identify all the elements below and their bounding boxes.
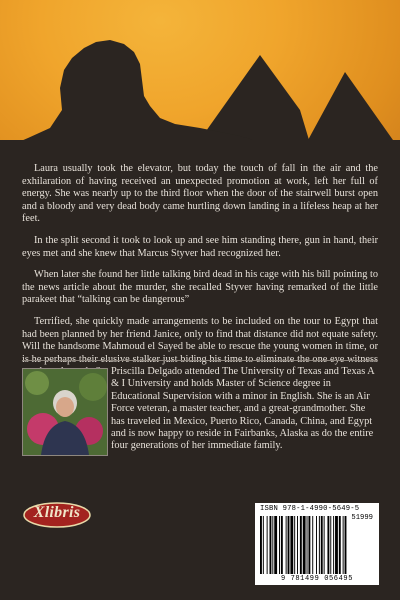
isbn-text: ISBN 978-1-4990-5649-5 (260, 505, 360, 513)
barcode-bar (316, 516, 317, 574)
barcode-bar (308, 516, 310, 574)
barcode-bar (303, 516, 306, 574)
barcode-bar (267, 516, 268, 574)
barcode-bar (339, 516, 341, 574)
barcode-bar (294, 516, 295, 574)
author-bio: Priscilla Delgado attended The University of Texas and Texas A & I University and holds Master of Science degree in Educational Supervision with a minor in English. She is an Air Force veteran, a master teacher, and a great-grandmother. She has traveled in Mexico, Puerto Rico, Canada, China, and Egypt and is now happy to reside in Fairbanks, Alaska as do the entire four generations of her immediate family. (111, 366, 375, 452)
barcode-bar (281, 516, 283, 574)
barcode-bar (321, 516, 323, 574)
blurb-paragraph: Laura usually took the elevator, but today the touch of fall in the air and the exhilaration of having received an unexpected promotion at work, left her full of energy. She was nearly up to the third floor when the door of the stairwell burst open and a bloody and very dead body came hurtling down landing in a lifeless heap at her feet. (22, 163, 378, 225)
barcode-bar (327, 516, 329, 574)
barcode-bar (312, 516, 313, 574)
barcode-bar (297, 516, 298, 574)
author-photo (22, 368, 108, 456)
barcode-bar (345, 516, 347, 574)
barcode-bar (319, 516, 320, 574)
isbn-barcode (255, 503, 379, 585)
barcode-bar (330, 516, 331, 574)
blurb-paragraph: Terrified, she quickly made arrangements to be included on the tour to Egypt that had been planned by her friend Janice, only to find that distance did not equate safety. Will the handsome Mahmoud el Sayed be able to rescue the young women in time, or (22, 315, 378, 353)
barcode-bar (272, 516, 273, 574)
barcode-bar (286, 516, 287, 574)
blurb-paragraph: When later she found her little talking bird dead in his cage with his bill pointing to the news article about the murder, she recalled Styver having remarked of the little parakeet that “talking can be dangerous” (22, 269, 378, 306)
barcode-bar (343, 516, 344, 574)
section-divider (22, 360, 378, 361)
barcode-bar (333, 516, 334, 574)
barcode-bars (260, 516, 374, 574)
price-code: 51999 (351, 514, 373, 522)
barcode-bar (279, 516, 280, 574)
barcode-bar (335, 516, 338, 574)
barcode-bar (274, 516, 277, 574)
barcode-bar (300, 516, 302, 574)
barcode-bar (260, 516, 262, 574)
barcode-bar (270, 516, 272, 574)
book-blurb (22, 163, 378, 388)
publisher-logo-text: Xlibris (33, 504, 81, 521)
barcode-bar (307, 516, 308, 574)
barcode-bar (288, 516, 290, 574)
blurb-paragraph: In the split second it took to look up and see him standing there, gun in hand, their eyes met and she knew that Marcus Styver had recognized her. (22, 234, 378, 259)
barcode-bar (263, 516, 264, 574)
barcode-bar (324, 516, 325, 574)
barcode-bar (290, 516, 293, 574)
publisher-logo (22, 500, 92, 530)
barcode-digits: 9 781499 056495 (280, 575, 353, 583)
